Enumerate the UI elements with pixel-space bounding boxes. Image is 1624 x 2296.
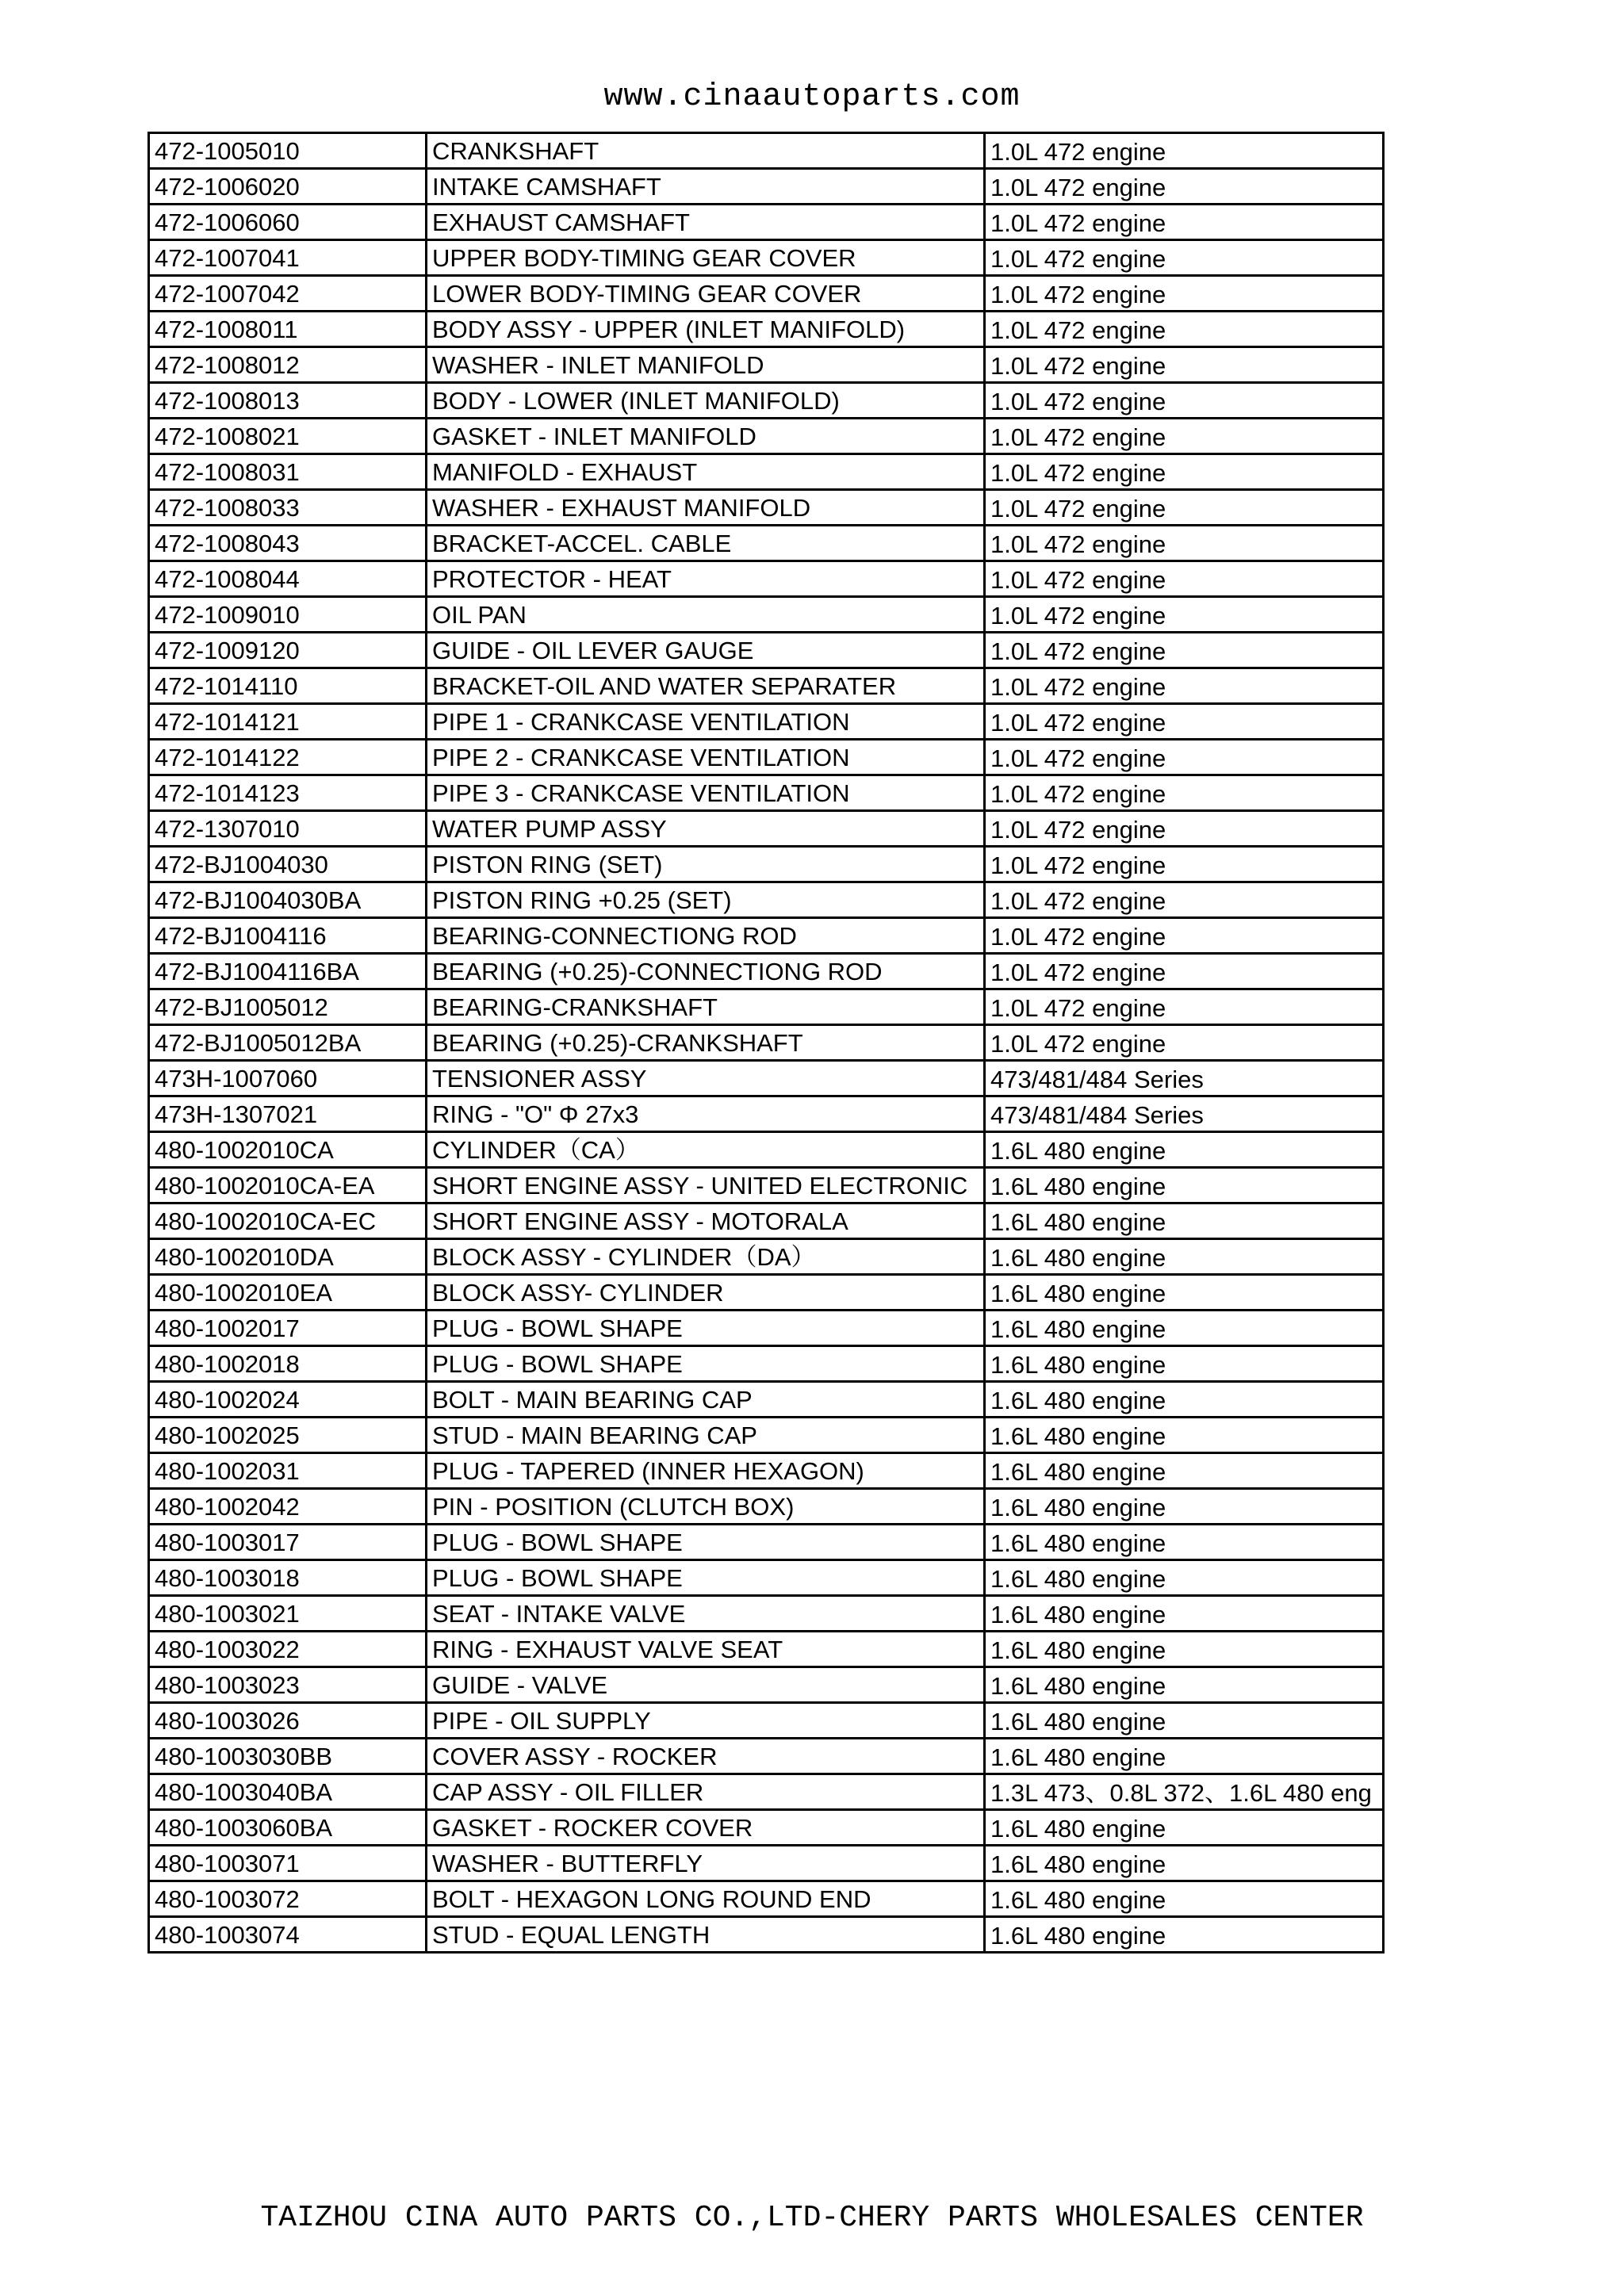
part-description-cell: GASKET - ROCKER COVER	[427, 1810, 985, 1846]
application-cell: 1.0L 472 engine	[985, 704, 1384, 740]
part-description-cell: BRACKET-ACCEL. CABLE	[427, 526, 985, 561]
application-cell: 1.0L 472 engine	[985, 561, 1384, 597]
part-number-cell: 472-1008021	[149, 419, 427, 454]
part-number-cell: 480-1002031	[149, 1453, 427, 1489]
part-number-cell: 480-1003017	[149, 1525, 427, 1560]
part-number-cell: 472-1014121	[149, 704, 427, 740]
part-description-cell: PISTON RING (SET)	[427, 847, 985, 882]
parts-table-body	[149, 133, 1384, 1953]
table-row	[149, 1525, 1384, 1560]
table-row	[149, 1025, 1384, 1061]
application-cell: 1.6L 480 engine	[985, 1453, 1384, 1489]
table-row	[149, 1168, 1384, 1203]
part-description-cell: BODY ASSY - UPPER (INLET MANIFOLD)	[427, 312, 985, 347]
application-cell: 1.0L 472 engine	[985, 882, 1384, 918]
part-description-cell: SEAT - INTAKE VALVE	[427, 1596, 985, 1632]
part-description-cell: PLUG - BOWL SHAPE	[427, 1560, 985, 1596]
part-description-cell: BEARING-CONNECTIONG ROD	[427, 918, 985, 954]
part-number-cell: 480-1002010CA	[149, 1132, 427, 1168]
application-cell: 1.0L 472 engine	[985, 276, 1384, 312]
part-number-cell: 472-BJ1004030BA	[149, 882, 427, 918]
table-row	[149, 1632, 1384, 1667]
table-row	[149, 954, 1384, 989]
part-description-cell: MANIFOLD - EXHAUST	[427, 454, 985, 490]
part-number-cell: 472-1008031	[149, 454, 427, 490]
part-description-cell: EXHAUST CAMSHAFT	[427, 205, 985, 240]
part-description-cell: GASKET - INLET MANIFOLD	[427, 419, 985, 454]
part-number-cell: 472-BJ1005012	[149, 989, 427, 1025]
table-row	[149, 419, 1384, 454]
application-cell: 1.6L 480 engine	[985, 1917, 1384, 1953]
application-cell: 1.0L 472 engine	[985, 847, 1384, 882]
application-cell: 1.0L 472 engine	[985, 811, 1384, 847]
part-description-cell: GUIDE - OIL LEVER GAUGE	[427, 633, 985, 668]
table-row	[149, 1739, 1384, 1774]
application-cell: 1.6L 480 engine	[985, 1667, 1384, 1703]
part-number-cell: 472-1008013	[149, 383, 427, 419]
part-number-cell: 480-1002010EA	[149, 1275, 427, 1311]
part-number-cell: 472-1007042	[149, 276, 427, 312]
part-description-cell: BEARING (+0.25)-CRANKSHAFT	[427, 1025, 985, 1061]
application-cell: 1.0L 472 engine	[985, 740, 1384, 775]
part-number-cell: 472-1009010	[149, 597, 427, 633]
company-footer: TAIZHOU CINA AUTO PARTS CO.,LTD-CHERY PARTS WHOLESALES CENTER	[260, 2201, 1364, 2235]
part-description-cell: PLUG - TAPERED (INNER HEXAGON)	[427, 1453, 985, 1489]
application-cell: 1.0L 472 engine	[985, 169, 1384, 205]
part-description-cell: CYLINDER（CA）	[427, 1132, 985, 1168]
part-description-cell: INTAKE CAMSHAFT	[427, 169, 985, 205]
part-description-cell: PIPE 1 - CRANKCASE VENTILATION	[427, 704, 985, 740]
application-cell: 1.6L 480 engine	[985, 1881, 1384, 1917]
table-row	[149, 811, 1384, 847]
application-cell: 1.0L 472 engine	[985, 989, 1384, 1025]
table-row	[149, 1311, 1384, 1346]
application-cell: 1.0L 472 engine	[985, 526, 1384, 561]
application-cell: 1.6L 480 engine	[985, 1703, 1384, 1739]
table-row	[149, 169, 1384, 205]
part-description-cell: WATER PUMP ASSY	[427, 811, 985, 847]
part-number-cell: 480-1003026	[149, 1703, 427, 1739]
application-cell: 1.6L 480 engine	[985, 1739, 1384, 1774]
part-number-cell: 480-1002010CA-EA	[149, 1168, 427, 1203]
part-description-cell: BODY - LOWER (INLET MANIFOLD)	[427, 383, 985, 419]
part-description-cell: PLUG - BOWL SHAPE	[427, 1525, 985, 1560]
table-row	[149, 1560, 1384, 1596]
part-number-cell: 472-BJ1005012BA	[149, 1025, 427, 1061]
part-description-cell: PIPE 2 - CRANKCASE VENTILATION	[427, 740, 985, 775]
part-description-cell: RING - EXHAUST VALVE SEAT	[427, 1632, 985, 1667]
part-description-cell: BOLT - HEXAGON LONG ROUND END	[427, 1881, 985, 1917]
application-cell: 1.0L 472 engine	[985, 633, 1384, 668]
part-number-cell: 472-BJ1004116BA	[149, 954, 427, 989]
part-number-cell: 480-1003030BB	[149, 1739, 427, 1774]
part-number-cell: 480-1002025	[149, 1418, 427, 1453]
table-row	[149, 561, 1384, 597]
table-row	[149, 847, 1384, 882]
part-number-cell: 480-1003023	[149, 1667, 427, 1703]
part-number-cell: 472-1009120	[149, 633, 427, 668]
part-description-cell: PLUG - BOWL SHAPE	[427, 1311, 985, 1346]
part-number-cell: 472-1008044	[149, 561, 427, 597]
application-cell: 1.6L 480 engine	[985, 1846, 1384, 1881]
table-row	[149, 1239, 1384, 1275]
part-description-cell: STUD - EQUAL LENGTH	[427, 1917, 985, 1953]
table-row	[149, 490, 1384, 526]
table-row	[149, 668, 1384, 704]
part-number-cell: 472-1008012	[149, 347, 427, 383]
application-cell: 473/481/484 Series	[985, 1096, 1384, 1132]
table-row	[149, 633, 1384, 668]
table-row	[149, 526, 1384, 561]
table-row	[149, 1453, 1384, 1489]
table-row	[149, 740, 1384, 775]
part-number-cell: 480-1003060BA	[149, 1810, 427, 1846]
table-row	[149, 704, 1384, 740]
table-row	[149, 1881, 1384, 1917]
application-cell: 1.6L 480 engine	[985, 1596, 1384, 1632]
table-row	[149, 1275, 1384, 1311]
table-row	[149, 454, 1384, 490]
table-row	[149, 1774, 1384, 1810]
part-description-cell: WASHER - INLET MANIFOLD	[427, 347, 985, 383]
part-description-cell: WASHER - EXHAUST MANIFOLD	[427, 490, 985, 526]
part-number-cell: 472-1307010	[149, 811, 427, 847]
part-number-cell: 473H-1007060	[149, 1061, 427, 1096]
part-number-cell: 472-1014123	[149, 775, 427, 811]
part-description-cell: CAP ASSY - OIL FILLER	[427, 1774, 985, 1810]
part-description-cell: PISTON RING +0.25 (SET)	[427, 882, 985, 918]
table-row	[149, 1096, 1384, 1132]
table-row	[149, 1203, 1384, 1239]
application-cell: 1.6L 480 engine	[985, 1382, 1384, 1418]
application-cell: 1.3L 473、0.8L 372、1.6L 480 eng	[985, 1774, 1384, 1810]
application-cell: 1.0L 472 engine	[985, 918, 1384, 954]
part-number-cell: 472-1006020	[149, 169, 427, 205]
application-cell: 473/481/484 Series	[985, 1061, 1384, 1096]
application-cell: 1.0L 472 engine	[985, 668, 1384, 704]
part-description-cell: GUIDE - VALVE	[427, 1667, 985, 1703]
application-cell: 1.0L 472 engine	[985, 205, 1384, 240]
table-row	[149, 205, 1384, 240]
application-cell: 1.0L 472 engine	[985, 312, 1384, 347]
table-row	[149, 347, 1384, 383]
part-number-cell: 472-BJ1004030	[149, 847, 427, 882]
part-number-cell: 472-1007041	[149, 240, 427, 276]
application-cell: 1.6L 480 engine	[985, 1560, 1384, 1596]
table-row	[149, 918, 1384, 954]
part-description-cell: BLOCK ASSY- CYLINDER	[427, 1275, 985, 1311]
part-number-cell: 480-1003071	[149, 1846, 427, 1881]
application-cell: 1.0L 472 engine	[985, 240, 1384, 276]
table-row	[149, 1596, 1384, 1632]
part-description-cell: BLOCK ASSY - CYLINDER（DA）	[427, 1239, 985, 1275]
table-row	[149, 1418, 1384, 1453]
application-cell: 1.6L 480 engine	[985, 1203, 1384, 1239]
part-description-cell: PIPE - OIL SUPPLY	[427, 1703, 985, 1739]
table-row	[149, 1382, 1384, 1418]
part-description-cell: PIPE 3 - CRANKCASE VENTILATION	[427, 775, 985, 811]
part-description-cell: BRACKET-OIL AND WATER SEPARATER	[427, 668, 985, 704]
part-number-cell: 480-1003021	[149, 1596, 427, 1632]
application-cell: 1.0L 472 engine	[985, 597, 1384, 633]
table-row	[149, 1061, 1384, 1096]
application-cell: 1.6L 480 engine	[985, 1311, 1384, 1346]
part-number-cell: 472-1014122	[149, 740, 427, 775]
part-number-cell: 472-BJ1004116	[149, 918, 427, 954]
application-cell: 1.6L 480 engine	[985, 1810, 1384, 1846]
part-number-cell: 480-1002024	[149, 1382, 427, 1418]
table-row	[149, 882, 1384, 918]
site-url-header: www.cinaautoparts.com	[603, 79, 1021, 115]
part-number-cell: 480-1002018	[149, 1346, 427, 1382]
application-cell: 1.0L 472 engine	[985, 419, 1384, 454]
parts-table	[147, 132, 1385, 1954]
part-number-cell: 480-1002010DA	[149, 1239, 427, 1275]
application-cell: 1.0L 472 engine	[985, 1025, 1384, 1061]
application-cell: 1.0L 472 engine	[985, 454, 1384, 490]
table-row	[149, 312, 1384, 347]
application-cell: 1.6L 480 engine	[985, 1525, 1384, 1560]
part-number-cell: 472-1005010	[149, 133, 427, 169]
application-cell: 1.6L 480 engine	[985, 1632, 1384, 1667]
part-description-cell: BOLT - MAIN BEARING CAP	[427, 1382, 985, 1418]
part-description-cell: BEARING (+0.25)-CONNECTIONG ROD	[427, 954, 985, 989]
part-description-cell: LOWER BODY-TIMING GEAR COVER	[427, 276, 985, 312]
application-cell: 1.6L 480 engine	[985, 1275, 1384, 1311]
part-number-cell: 472-1008011	[149, 312, 427, 347]
part-description-cell: STUD - MAIN BEARING CAP	[427, 1418, 985, 1453]
table-row	[149, 383, 1384, 419]
part-number-cell: 472-1008043	[149, 526, 427, 561]
part-description-cell: TENSIONER ASSY	[427, 1061, 985, 1096]
part-description-cell: PLUG - BOWL SHAPE	[427, 1346, 985, 1382]
application-cell: 1.0L 472 engine	[985, 775, 1384, 811]
part-number-cell: 472-1008033	[149, 490, 427, 526]
part-number-cell: 480-1002017	[149, 1311, 427, 1346]
part-number-cell: 480-1003018	[149, 1560, 427, 1596]
application-cell: 1.6L 480 engine	[985, 1489, 1384, 1525]
application-cell: 1.0L 472 engine	[985, 133, 1384, 169]
application-cell: 1.6L 480 engine	[985, 1418, 1384, 1453]
table-row	[149, 775, 1384, 811]
application-cell: 1.6L 480 engine	[985, 1346, 1384, 1382]
part-description-cell: SHORT ENGINE ASSY - UNITED ELECTRONIC	[427, 1168, 985, 1203]
part-number-cell: 473H-1307021	[149, 1096, 427, 1132]
part-number-cell: 472-1006060	[149, 205, 427, 240]
application-cell: 1.0L 472 engine	[985, 490, 1384, 526]
part-description-cell: WASHER - BUTTERFLY	[427, 1846, 985, 1881]
table-row	[149, 276, 1384, 312]
table-row	[149, 1489, 1384, 1525]
part-description-cell: SHORT ENGINE ASSY - MOTORALA	[427, 1203, 985, 1239]
part-number-cell: 480-1003074	[149, 1917, 427, 1953]
part-number-cell: 472-1014110	[149, 668, 427, 704]
table-row	[149, 1917, 1384, 1953]
part-description-cell: PIN - POSITION (CLUTCH BOX)	[427, 1489, 985, 1525]
part-number-cell: 480-1002042	[149, 1489, 427, 1525]
table-row	[149, 1810, 1384, 1846]
table-row	[149, 1132, 1384, 1168]
table-row	[149, 240, 1384, 276]
part-number-cell: 480-1003072	[149, 1881, 427, 1917]
table-row	[149, 597, 1384, 633]
table-row	[149, 989, 1384, 1025]
application-cell: 1.6L 480 engine	[985, 1132, 1384, 1168]
part-number-cell: 480-1002010CA-EC	[149, 1203, 427, 1239]
part-number-cell: 480-1003040BA	[149, 1774, 427, 1810]
part-description-cell: PROTECTOR - HEAT	[427, 561, 985, 597]
table-row	[149, 1667, 1384, 1703]
part-number-cell: 480-1003022	[149, 1632, 427, 1667]
part-description-cell: CRANKSHAFT	[427, 133, 985, 169]
table-row	[149, 133, 1384, 169]
application-cell: 1.6L 480 engine	[985, 1168, 1384, 1203]
table-row	[149, 1846, 1384, 1881]
part-description-cell: OIL PAN	[427, 597, 985, 633]
application-cell: 1.0L 472 engine	[985, 347, 1384, 383]
table-row	[149, 1703, 1384, 1739]
application-cell: 1.6L 480 engine	[985, 1239, 1384, 1275]
table-row	[149, 1346, 1384, 1382]
part-description-cell: UPPER BODY-TIMING GEAR COVER	[427, 240, 985, 276]
part-description-cell: BEARING-CRANKSHAFT	[427, 989, 985, 1025]
part-description-cell: RING - "O" Φ 27x3	[427, 1096, 985, 1132]
application-cell: 1.0L 472 engine	[985, 954, 1384, 989]
part-description-cell: COVER ASSY - ROCKER	[427, 1739, 985, 1774]
application-cell: 1.0L 472 engine	[985, 383, 1384, 419]
